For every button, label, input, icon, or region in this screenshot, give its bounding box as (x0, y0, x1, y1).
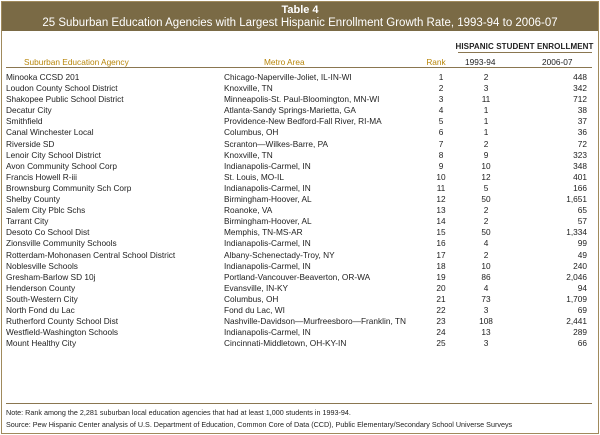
cell-rank: 25 (436, 338, 446, 349)
cell-enrollment-1993-94: 10 (481, 160, 491, 171)
cell-metro: Chicago-Naperville-Joliet, IL-IN-WI (224, 72, 352, 82)
cell-agency: Avon Community School Corp (6, 160, 117, 171)
cell-agency: Francis Howell R-iii (6, 171, 77, 182)
cell-rank: 22 (436, 304, 446, 315)
cell-enrollment-2006-07: 2,441 (566, 316, 587, 327)
table-label: Table 4 (281, 4, 319, 16)
cell-agency: Zionsville Community Schools (6, 238, 117, 249)
cell-enrollment-2006-07: 94 (577, 282, 587, 293)
cell-enrollment-2006-07: 66 (577, 338, 587, 349)
cell-enrollment-1993-94: 3 (483, 338, 489, 349)
table-note: Note: Rank among the 2,281 suburban local education agencies that had at least 1,000 students in 1993-94. (6, 408, 351, 417)
cell-agency: Gresham-Barlow SD 10j (6, 271, 96, 282)
table-row (6, 272, 592, 283)
cell-enrollment-2006-07: 448 (573, 72, 587, 82)
table-row (6, 316, 592, 327)
cell-metro: Indianapolis-Carmel, IN (224, 327, 311, 338)
cell-agency: Canal Winchester Local (6, 127, 94, 138)
cell-enrollment-2006-07: 49 (577, 249, 587, 260)
cell-agency: South-Western City (6, 293, 78, 304)
cell-enrollment-2006-07: 36 (577, 127, 587, 138)
table-row (6, 94, 592, 105)
table-row (6, 72, 592, 83)
cell-agency: Westfield-Washington Schools (6, 327, 119, 338)
cell-agency: Salem City Pblc Schs (6, 205, 86, 216)
cell-enrollment-2006-07: 69 (577, 304, 587, 315)
table-title: 25 Suburban Education Agencies with Largest Hispanic Enrollment Growth Rate, 1993-94 to 2006-07 (42, 17, 558, 29)
cell-agency: Smithfield (6, 116, 43, 127)
table-row (6, 105, 592, 116)
column-group-rule (458, 52, 592, 53)
column-header-2006-07: 2006-07 (542, 57, 573, 67)
cell-rank: 14 (436, 216, 446, 227)
table-row (6, 150, 592, 161)
column-header-rank: Rank (426, 57, 446, 67)
cell-metro: Portland-Vancouver-Beaverton, OR-WA (224, 271, 371, 282)
cell-metro: Columbus, OH (224, 127, 279, 138)
table-row (6, 227, 592, 238)
table-row (6, 127, 592, 138)
cell-rank: 2 (438, 83, 444, 94)
cell-enrollment-1993-94: 86 (481, 271, 491, 282)
cell-agency: Rutherford County School Dist (6, 316, 119, 327)
cell-rank: 20 (436, 282, 446, 293)
column-group-header: HISPANIC STUDENT ENROLLMENT (455, 42, 594, 51)
cell-metro: Fond du Lac, WI (224, 304, 285, 315)
cell-metro: Indianapolis-Carmel, IN (224, 238, 311, 249)
cell-agency: Desoto Co School Dist (6, 227, 90, 238)
table-row (6, 205, 592, 216)
table-row (6, 83, 592, 94)
cell-enrollment-2006-07: 2,046 (566, 271, 587, 282)
cell-enrollment-2006-07: 99 (577, 238, 587, 249)
cell-metro: Memphis, TN-MS-AR (224, 227, 303, 238)
table-row (6, 250, 592, 261)
cell-agency: Rotterdam-Mohonasen Central School District (6, 249, 176, 260)
cell-enrollment-1993-94: 2 (483, 249, 489, 260)
cell-enrollment-2006-07: 1,709 (566, 293, 587, 304)
cell-agency: Tarrant City (6, 216, 49, 227)
cell-enrollment-1993-94: 4 (483, 282, 489, 293)
table-row (6, 183, 592, 194)
cell-enrollment-2006-07: 712 (573, 94, 587, 105)
cell-metro: Knoxville, TN (224, 83, 273, 94)
cell-agency: Henderson County (6, 282, 76, 293)
cell-enrollment-2006-07: 289 (573, 327, 587, 338)
cell-metro: Knoxville, TN (224, 149, 273, 160)
cell-rank: 16 (436, 238, 446, 249)
cell-agency: Lenoir City School District (6, 149, 101, 160)
table-row (6, 216, 592, 227)
cell-enrollment-1993-94: 5 (483, 182, 489, 193)
cell-enrollment-1993-94: 2 (483, 216, 489, 227)
cell-enrollment-1993-94: 9 (483, 149, 489, 160)
cell-enrollment-2006-07: 342 (573, 83, 587, 94)
cell-enrollment-1993-94: 50 (481, 227, 491, 238)
cell-rank: 17 (436, 249, 446, 260)
column-header-agency: Suburban Education Agency (24, 57, 129, 67)
table-row (6, 238, 592, 249)
cell-rank: 15 (436, 227, 446, 238)
cell-agency: Loudon County School District (6, 83, 118, 94)
cell-enrollment-2006-07: 1,334 (566, 227, 587, 238)
table-row (6, 161, 592, 172)
cell-rank: 4 (438, 105, 444, 116)
cell-enrollment-2006-07: 38 (577, 105, 587, 116)
cell-enrollment-2006-07: 1,651 (566, 194, 587, 205)
header-rule (6, 67, 592, 68)
cell-agency: Noblesville Schools (6, 260, 78, 271)
cell-rank: 1 (438, 72, 444, 82)
cell-rank: 5 (438, 116, 444, 127)
cell-enrollment-1993-94: 10 (481, 260, 491, 271)
cell-enrollment-1993-94: 73 (481, 293, 491, 304)
table-row (6, 261, 592, 272)
cell-metro: Nashville-Davidson—Murfreesboro—Franklin, TN (224, 316, 406, 327)
cell-enrollment-2006-07: 37 (577, 116, 587, 127)
table-row (6, 283, 592, 294)
cell-metro: Providence-New Bedford-Fall River, RI-MA (224, 116, 382, 127)
cell-rank: 11 (436, 182, 446, 193)
cell-rank: 6 (438, 127, 444, 138)
cell-enrollment-1993-94: 1 (483, 116, 489, 127)
cell-metro: Albany-Schenectady-Troy, NY (224, 249, 335, 260)
cell-metro: Indianapolis-Carmel, IN (224, 182, 311, 193)
table-body (6, 72, 592, 349)
cell-enrollment-1993-94: 3 (483, 83, 489, 94)
cell-enrollment-1993-94: 1 (483, 105, 489, 116)
cell-agency: Riverside SD (6, 138, 55, 149)
cell-enrollment-2006-07: 65 (577, 205, 587, 216)
cell-rank: 9 (438, 160, 444, 171)
cell-enrollment-2006-07: 323 (573, 149, 587, 160)
cell-rank: 12 (436, 194, 446, 205)
cell-enrollment-2006-07: 57 (577, 216, 587, 227)
table-row (6, 116, 592, 127)
column-header-metro: Metro Area (264, 57, 305, 67)
cell-enrollment-2006-07: 348 (573, 160, 587, 171)
column-header-1993-94: 1993-94 (465, 57, 496, 67)
cell-rank: 24 (436, 327, 446, 338)
cell-enrollment-2006-07: 401 (573, 171, 587, 182)
cell-metro: Cincinnati-Middletown, OH-KY-IN (224, 338, 347, 349)
cell-metro: Roanoke, VA (224, 205, 273, 216)
cell-enrollment-1993-94: 108 (479, 316, 493, 327)
cell-enrollment-1993-94: 11 (481, 94, 491, 105)
cell-metro: Indianapolis-Carmel, IN (224, 160, 311, 171)
table-row (6, 294, 592, 305)
cell-enrollment-1993-94: 2 (483, 138, 489, 149)
cell-enrollment-1993-94: 2 (483, 205, 489, 216)
cell-enrollment-1993-94: 13 (481, 327, 491, 338)
table-row (6, 139, 592, 150)
cell-metro: Birmingham-Hoover, AL (224, 194, 312, 205)
cell-rank: 3 (438, 94, 444, 105)
cell-rank: 21 (436, 293, 446, 304)
cell-metro: Birmingham-Hoover, AL (224, 216, 312, 227)
cell-enrollment-1993-94: 4 (483, 238, 489, 249)
cell-metro: Minneapolis-St. Paul-Bloomington, MN-WI (224, 94, 380, 105)
cell-enrollment-1993-94: 2 (483, 72, 489, 82)
cell-enrollment-1993-94: 3 (483, 304, 489, 315)
cell-rank: 23 (436, 316, 446, 327)
table-row (6, 327, 592, 338)
cell-enrollment-1993-94: 1 (483, 127, 489, 138)
cell-rank: 19 (436, 271, 446, 282)
cell-agency: North Fond du Lac (6, 304, 75, 315)
table-row (6, 172, 592, 183)
cell-enrollment-2006-07: 166 (573, 182, 587, 193)
cell-enrollment-1993-94: 12 (481, 171, 491, 182)
cell-metro: Indianapolis-Carmel, IN (224, 260, 311, 271)
cell-agency: Shelby County (6, 194, 60, 205)
cell-rank: 13 (436, 205, 446, 216)
footer-rule (6, 403, 592, 404)
table-source: Source: Pew Hispanic Center analysis of U.S. Department of Education, Common Core of Data (CCD), Public Elementary/Secondary School Universe Surveys (6, 420, 513, 429)
cell-rank: 10 (436, 171, 446, 182)
table-row (6, 305, 592, 316)
cell-metro: Scranton—Wilkes-Barre, PA (224, 138, 329, 149)
table-row (6, 194, 592, 205)
cell-metro: Atlanta-Sandy Springs-Marietta, GA (224, 105, 356, 116)
cell-agency: Shakopee Public School District (6, 94, 124, 105)
cell-agency: Mount Healthy City (6, 338, 77, 349)
cell-enrollment-2006-07: 240 (573, 260, 587, 271)
cell-metro: Columbus, OH (224, 293, 279, 304)
cell-metro: Evansville, IN-KY (224, 282, 289, 293)
cell-agency: Minooka CCSD 201 (6, 72, 80, 82)
cell-enrollment-1993-94: 50 (481, 194, 491, 205)
table-header (2, 2, 598, 31)
cell-metro: St. Louis, MO-IL (224, 171, 284, 182)
cell-enrollment-2006-07: 72 (577, 138, 587, 149)
cell-rank: 18 (436, 260, 446, 271)
cell-rank: 8 (438, 149, 444, 160)
cell-agency: Decatur City (6, 105, 52, 116)
table-row (6, 338, 592, 349)
cell-agency: Brownsburg Community Sch Corp (6, 182, 132, 193)
cell-rank: 7 (438, 138, 444, 149)
